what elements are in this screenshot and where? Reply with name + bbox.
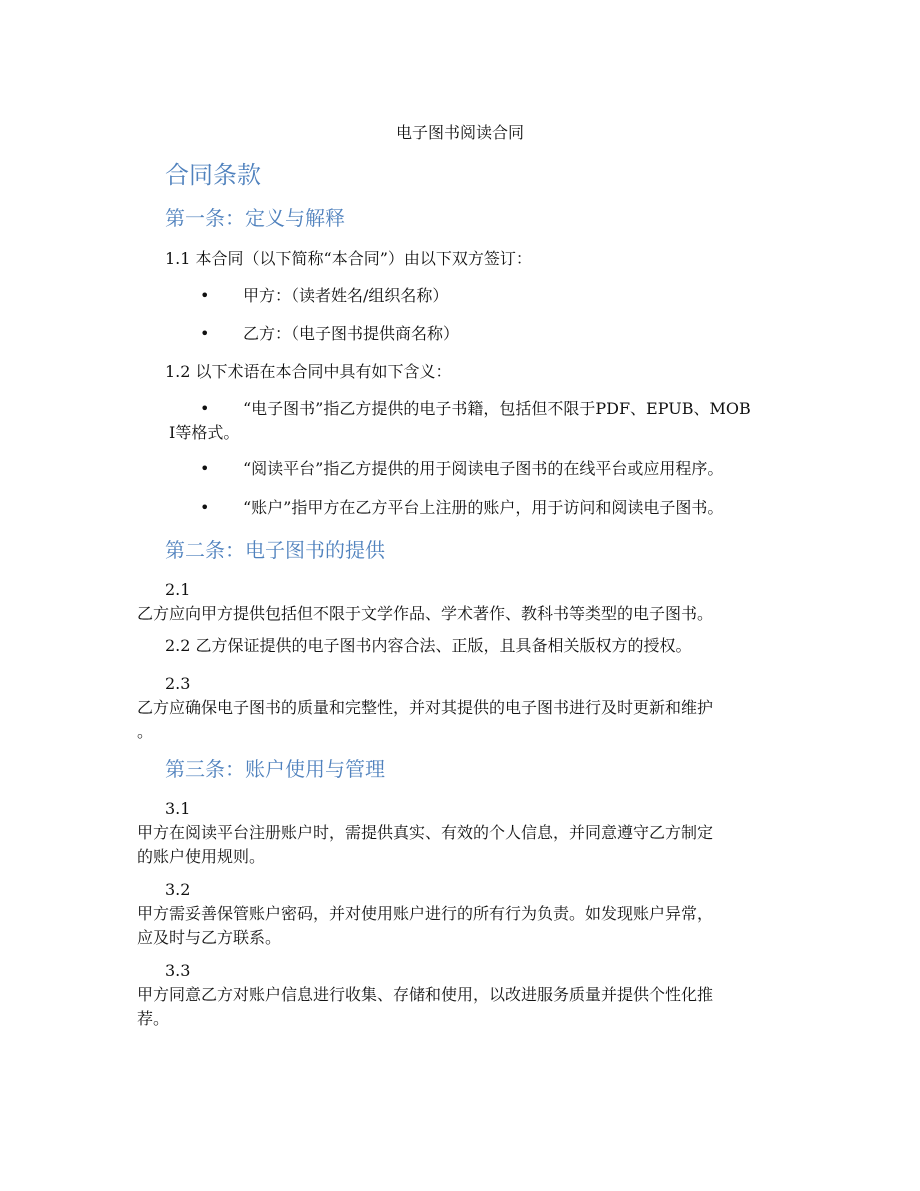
party-b-text: 乙方：（电子图书提供商名称） xyxy=(243,324,460,343)
term-platform-text: “阅读平台”指乙方提供的用于阅读电子图书的在线平台或应用程序。 xyxy=(243,459,724,478)
clause-3-1-number: 3.1 xyxy=(165,799,191,818)
clause-1-2: 1.2 以下术语在本合同中具有如下含义： xyxy=(165,362,452,381)
clause-2-1 xyxy=(137,578,787,626)
clause-2-3 xyxy=(137,672,787,744)
clause-3-3-line-2: 荐。 xyxy=(137,1009,170,1028)
list-item-party-b xyxy=(200,322,700,346)
clause-2-3-line-2: 。 xyxy=(137,722,154,741)
clause-2-3-number: 2.3 xyxy=(165,674,191,693)
list-item-term-ebook xyxy=(200,397,790,445)
bullet-icon: • xyxy=(200,498,210,517)
clause-2-2: 2.2 乙方保证提供的电子图书内容合法、正版，且具备相关版权方的授权。 xyxy=(165,636,692,655)
clause-3-3-number: 3.3 xyxy=(165,961,191,980)
bullet-icon: • xyxy=(200,399,210,418)
term-ebook-line-2: I等格式。 xyxy=(169,423,240,442)
clause-3-2 xyxy=(137,878,787,950)
term-account-text: “账户”指甲方在乙方平台上注册的账户，用于访问和阅读电子图书。 xyxy=(243,498,724,517)
clause-3-2-number: 3.2 xyxy=(165,880,191,899)
clause-3-1 xyxy=(137,797,787,869)
bullet-icon: • xyxy=(200,286,210,305)
clause-2-1-text: 乙方应向甲方提供包括但不限于文学作品、学术著作、教科书等类型的电子图书。 xyxy=(137,604,714,623)
clause-2-3-line-1: 乙方应确保电子图书的质量和完整性，并对其提供的电子图书进行及时更新和维护 xyxy=(137,698,714,717)
bullet-icon: • xyxy=(200,324,210,343)
clause-3-3 xyxy=(137,959,787,1031)
clause-3-1-line-1: 甲方在阅读平台注册账户时，需提供真实、有效的个人信息，并同意遵守乙方制定 xyxy=(137,823,714,842)
clause-2-1-number: 2.1 xyxy=(165,580,191,599)
party-a-text: 甲方：（读者姓名/组织名称） xyxy=(243,286,449,305)
document-title: 电子图书阅读合同 xyxy=(395,123,524,142)
article-3-heading: 第三条：账户使用与管理 xyxy=(165,757,385,781)
list-item-party-a xyxy=(200,284,700,308)
article-1-heading: 第一条：定义与解释 xyxy=(165,206,345,230)
list-item-term-account xyxy=(200,496,790,520)
clause-3-2-line-1: 甲方需妥善保管账户密码，并对使用账户进行的所有行为负责。如发现账户异常， xyxy=(137,904,714,923)
term-ebook-line-1: “电子图书”指乙方提供的电子书籍，包括但不限于PDF、EPUB、MOB xyxy=(243,399,751,418)
clause-1-1: 1.1 本合同（以下简称“本合同”）由以下双方签订： xyxy=(165,249,532,268)
bullet-icon: • xyxy=(200,459,210,478)
article-2-heading: 第二条：电子图书的提供 xyxy=(165,538,385,562)
clause-3-3-line-1: 甲方同意乙方对账户信息进行收集、存储和使用，以改进服务质量并提供个性化推 xyxy=(137,985,714,1004)
section-heading: 合同条款 xyxy=(165,161,261,189)
list-item-term-platform xyxy=(200,457,790,481)
clause-3-1-line-2: 的账户使用规则。 xyxy=(137,847,266,866)
clause-3-2-line-2: 应及时与乙方联系。 xyxy=(137,928,282,947)
